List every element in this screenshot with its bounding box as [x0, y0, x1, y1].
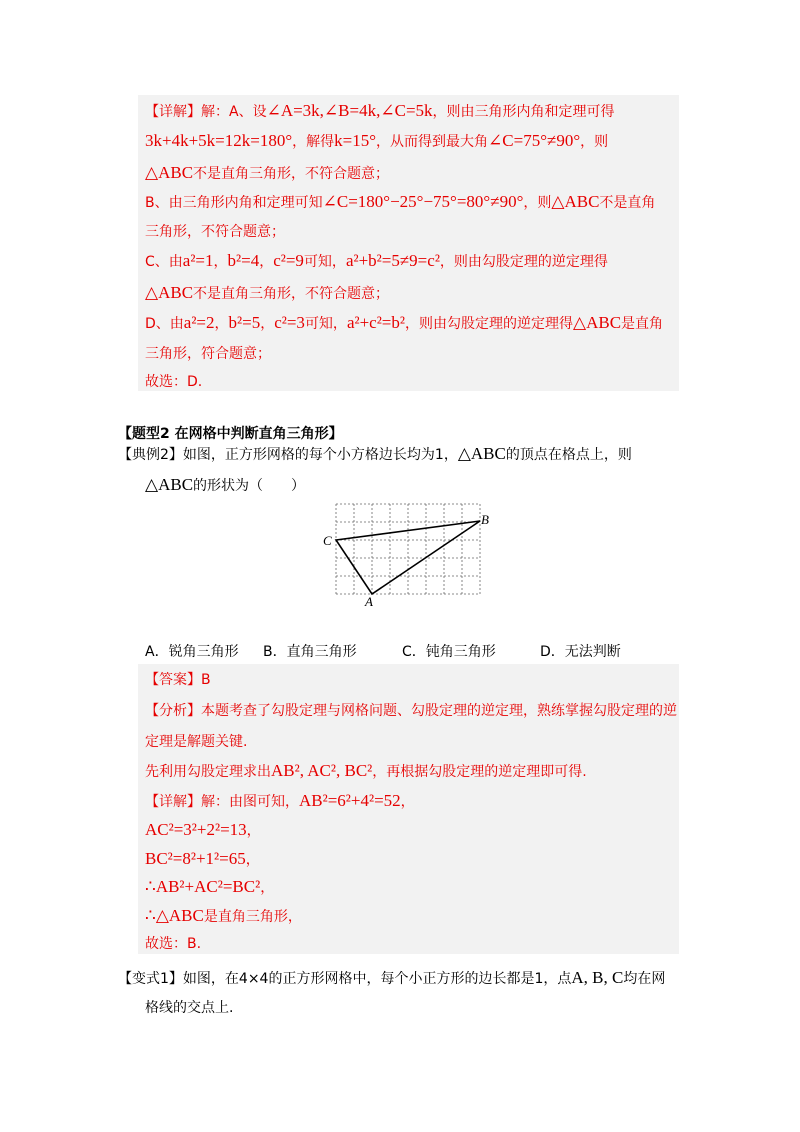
analysis-line-1: 【分析】本题考查了勾股定理与网格问题、勾股定理的逆定理，熟练掌握勾股定理的逆	[145, 703, 677, 719]
solution-line-4: ∴AB²+AC²=BC²，	[145, 877, 275, 896]
solution-line-3: BC²=8²+1²=65，	[145, 849, 260, 868]
detail-line-1: 【详解】解：A、设∠A=3k,∠B=4k,∠C=5k，则由三角形内角和定理可得	[145, 101, 615, 120]
variant-line-2: 格线的交点上.	[145, 1000, 234, 1016]
angle-equation: ∠A=3k,∠B=4k,∠C=5k	[266, 101, 433, 120]
section-heading: 【题型2 在网格中判断直角三角形】	[118, 426, 343, 442]
detail-line-9: 三角形，符合题意；	[145, 346, 271, 362]
variant-tag: 【变式1】	[118, 971, 183, 987]
label-a: A	[365, 594, 373, 609]
option-c[interactable]: C．钝角三角形	[402, 644, 496, 660]
solution-line-5: ∴△ABC是直角三角形，	[145, 906, 302, 925]
analysis-tag: 【分析】	[145, 703, 201, 719]
option-a[interactable]: A．锐角三角形	[145, 644, 239, 660]
grid-triangle-figure	[318, 500, 508, 610]
detail-line-8: D、由a²=2，b²=5，c²=3可知，a²+c²=b²，则由勾股定理的逆定理得△ABC是直角	[145, 313, 664, 332]
detail-line-7: △ABC不是直角三角形，不符合题意；	[145, 283, 390, 302]
detail-line-2: 3k+4k+5k=12k=180°，解得k=15°，从而得到最大角∠C=75°≠90°，则	[145, 131, 609, 150]
detail-line-6: C、由a²=1，b²=4，c²=9可知，a²+b²=5≠9=c²，则由勾股定理的逆定理得	[145, 251, 608, 270]
solution-tag: 【详解】	[145, 794, 201, 810]
analysis-line-3: 先利用勾股定理求出AB², AC², BC²，再根据勾股定理的逆定理即可得.	[145, 761, 587, 780]
detail-line-10: 故选：D.	[145, 374, 203, 390]
example-line-2: △ABC的形状为（ ）	[145, 475, 306, 494]
detail-tag: 【详解】	[145, 104, 201, 120]
solution-line-2: AC²=3²+2²=13，	[145, 820, 261, 839]
solution-line-6: 故选：B.	[145, 936, 202, 952]
example-line-1: 【典例2】如图，正方形网格的每个小方格边长均为1，△ABC的顶点在格点上，则	[118, 444, 632, 463]
detail-line-4: B、由三角形内角和定理可知∠C=180°−25°−75°=80°≠90°，则△ABC不是直角	[145, 192, 656, 211]
example-tag: 【典例2】	[118, 447, 183, 463]
solution-line-1: 【详解】解：由图可知，AB²=6²+4²=52，	[145, 791, 415, 810]
option-b[interactable]: B．直角三角形	[263, 644, 357, 660]
detail-line-5: 三角形，不符合题意；	[145, 224, 285, 240]
label-b: B	[481, 512, 489, 527]
detail-line-3: △ABC不是直角三角形，不符合题意；	[145, 163, 390, 182]
option-d[interactable]: D．无法判断	[540, 644, 621, 660]
variant-line-1: 【变式1】如图，在4×4的正方形网格中，每个小正方形的边长都是1，点A, B, C均在网	[118, 968, 666, 987]
analysis-line-2: 定理是解题关键.	[145, 734, 248, 750]
label-c: C	[323, 533, 332, 548]
answer-line: 【答案】B	[145, 672, 211, 688]
